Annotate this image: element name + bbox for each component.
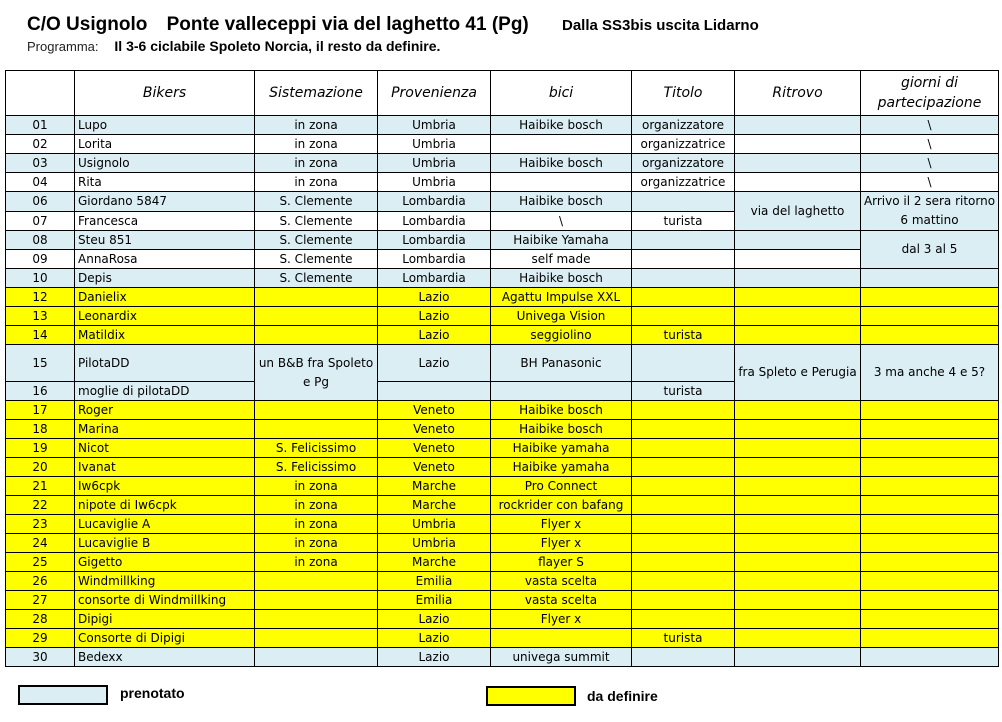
giorni-cell [861,307,999,326]
title-host: C/O Usignolo [27,14,148,35]
row-number: 13 [6,307,75,326]
biker-name: Giordano 5847 [75,192,255,212]
biker-name: nipote di Iw6cpk [75,496,255,515]
provenienza-cell: Emilia [378,591,491,610]
bici-cell: Haibike yamaha [491,458,632,477]
row-number: 10 [6,269,75,288]
bici-cell: vasta scelta [491,572,632,591]
giorni-cell: \ [861,154,999,173]
ritrovo-cell [735,420,861,439]
giorni-cell [861,458,999,477]
biker-name: Leonardix [75,307,255,326]
provenienza-cell: Lazio [378,326,491,345]
giorni-cell [861,572,999,591]
bici-cell: rockrider con bafang [491,496,632,515]
biker-name: Rita [75,173,255,192]
titolo-cell [632,250,735,269]
table-row [6,610,999,629]
sistemazione-cell: in zona [255,496,378,515]
sistemazione-cell: S. Clemente [255,231,378,250]
ritrovo-merged-cell: via del laghetto [735,192,861,231]
row-number: 06 [6,192,75,212]
bici-cell: \ [491,211,632,231]
provenienza-cell: Lazio [378,288,491,307]
bici-cell: Flyer x [491,610,632,629]
bici-cell [491,629,632,648]
col-header-ritrovo: Ritrovo [735,71,861,116]
row-number: 23 [6,515,75,534]
giorni-cell [861,629,999,648]
titolo-cell: turista [632,326,735,345]
ritrovo-cell [735,173,861,192]
sistemazione-cell: in zona [255,553,378,572]
bici-cell: Haibike bosch [491,154,632,173]
sistemazione-cell: in zona [255,515,378,534]
titolo-cell [632,610,735,629]
sistemazione-cell [255,610,378,629]
table-row [6,173,999,192]
biker-name: Danielix [75,288,255,307]
sistemazione-merged-cell: un B&B fra Spoleto e Pg [255,345,378,401]
biker-name: Marina [75,420,255,439]
provenienza-cell: Emilia [378,572,491,591]
biker-name: AnnaRosa [75,250,255,269]
giorni-cell [861,534,999,553]
giorni-cell [861,420,999,439]
bici-cell: Univega Vision [491,307,632,326]
biker-name: Consorte di Dipigi [75,629,255,648]
titolo-cell [632,439,735,458]
col-header-sistemazione: Sistemazione [255,71,378,116]
ritrovo-cell [735,439,861,458]
titolo-cell [632,648,735,667]
biker-name: Steu 851 [75,231,255,250]
col-header-provenienza: Provenienza [378,71,491,116]
sistemazione-cell: in zona [255,173,378,192]
biker-name: Francesca [75,211,255,231]
giorni-cell [861,269,999,288]
ritrovo-cell [735,572,861,591]
sistemazione-cell [255,591,378,610]
col-header-bikers: Bikers [75,71,255,116]
biker-name: Matildix [75,326,255,345]
biker-name: Roger [75,401,255,420]
bici-cell: Pro Connect [491,477,632,496]
ritrovo-cell [735,307,861,326]
row-number: 30 [6,648,75,667]
sistemazione-cell [255,648,378,667]
row-number: 16 [6,382,75,401]
row-number: 08 [6,231,75,250]
biker-name: consorte di Windmillking [75,591,255,610]
table-row [6,553,999,572]
titolo-cell [632,553,735,572]
titolo-cell [632,591,735,610]
bici-cell: Haibike bosch [491,420,632,439]
bikers-table [5,70,999,667]
row-number: 09 [6,250,75,269]
provenienza-cell: Lombardia [378,231,491,250]
provenienza-cell: Veneto [378,458,491,477]
sistemazione-cell [255,401,378,420]
provenienza-cell: Umbria [378,154,491,173]
legend-label-tbd: da definire [587,688,658,704]
ritrovo-cell [735,553,861,572]
provenienza-cell: Umbria [378,135,491,154]
sistemazione-cell: S. Felicissimo [255,439,378,458]
legend-swatch-booked [18,685,108,705]
table-row [6,135,999,154]
sistemazione-cell: in zona [255,135,378,154]
bici-cell: Flyer x [491,515,632,534]
giorni-cell: \ [861,116,999,135]
bici-cell [491,135,632,154]
row-number: 26 [6,572,75,591]
sistemazione-cell [255,572,378,591]
row-number: 12 [6,288,75,307]
giorni-merged-cell: Arrivo il 2 sera ritorno 6 mattino [861,192,999,231]
provenienza-cell: Lazio [378,629,491,648]
ritrovo-cell [735,250,861,269]
biker-name: Dipigi [75,610,255,629]
titolo-cell: turista [632,629,735,648]
giorni-cell [861,326,999,345]
bici-cell: Haibike yamaha [491,439,632,458]
table-row [6,154,999,173]
ritrovo-cell [735,515,861,534]
ritrovo-cell [735,401,861,420]
row-number: 01 [6,116,75,135]
bici-cell [491,173,632,192]
biker-name: Gigetto [75,553,255,572]
table-row [6,250,999,269]
row-number: 14 [6,326,75,345]
sistemazione-cell: S. Clemente [255,192,378,212]
ritrovo-cell [735,269,861,288]
row-number: 29 [6,629,75,648]
table-row [6,496,999,515]
biker-name: moglie di pilotaDD [75,382,255,401]
row-number: 04 [6,173,75,192]
ritrovo-merged-cell: fra Spleto e Perugia [735,345,861,401]
legend-label-booked: prenotato [120,685,185,701]
titolo-cell: organizzatore [632,154,735,173]
giorni-cell [861,401,999,420]
row-number: 22 [6,496,75,515]
page-title [27,14,759,36]
row-number: 21 [6,477,75,496]
provenienza-cell: Lombardia [378,269,491,288]
row-number: 18 [6,420,75,439]
bici-cell: Flyer x [491,534,632,553]
titolo-cell [632,515,735,534]
col-header-number [6,71,75,116]
bici-cell: Haibike bosch [491,269,632,288]
sistemazione-cell [255,326,378,345]
biker-name: Lorita [75,135,255,154]
titolo-cell [632,534,735,553]
row-number: 24 [6,534,75,553]
ritrovo-cell [735,534,861,553]
row-number: 20 [6,458,75,477]
col-header-giorni: giorni di partecipazione [861,71,999,116]
biker-name: PilotaDD [75,345,255,382]
provenienza-cell: Umbria [378,534,491,553]
header-row [6,71,999,116]
provenienza-cell: Lombardia [378,211,491,231]
titolo-cell [632,401,735,420]
giorni-cell [861,648,999,667]
giorni-merged-cell: 3 ma anche 4 e 5? [861,345,999,401]
ritrovo-cell [735,231,861,250]
titolo-cell: organizzatrice [632,173,735,192]
row-number: 28 [6,610,75,629]
bici-cell: Agattu Impulse XXL [491,288,632,307]
titolo-cell [632,345,735,382]
provenienza-cell: Lazio [378,648,491,667]
titolo-cell: organizzatore [632,116,735,135]
giorni-cell: \ [861,173,999,192]
titolo-cell [632,496,735,515]
ritrovo-cell [735,629,861,648]
table-row [6,572,999,591]
titolo-cell: turista [632,211,735,231]
titolo-cell [632,269,735,288]
provenienza-cell: Lombardia [378,192,491,212]
row-number: 02 [6,135,75,154]
table-row [6,192,999,212]
table-row [6,116,999,135]
sistemazione-cell [255,629,378,648]
row-number: 17 [6,401,75,420]
giorni-cell [861,553,999,572]
row-number: 03 [6,154,75,173]
row-number: 19 [6,439,75,458]
provenienza-cell: Umbria [378,515,491,534]
biker-name: Windmillking [75,572,255,591]
sistemazione-cell: S. Clemente [255,250,378,269]
provenienza-cell: Lazio [378,307,491,326]
ritrovo-cell [735,591,861,610]
row-number: 07 [6,211,75,231]
table-row [6,591,999,610]
row-number: 15 [6,345,75,382]
giorni-cell [861,591,999,610]
biker-name: Lupo [75,116,255,135]
giorni-cell: \ [861,135,999,154]
table-row [6,629,999,648]
table-row [6,515,999,534]
bici-cell [491,382,632,401]
bici-cell: vasta scelta [491,591,632,610]
title-directions: Dalla SS3bis uscita Lidarno [562,17,759,34]
giorni-cell [861,610,999,629]
sistemazione-cell [255,420,378,439]
table-row [6,288,999,307]
giorni-cell [861,496,999,515]
biker-name: Depis [75,269,255,288]
biker-name: Nicot [75,439,255,458]
col-header-bici: bici [491,71,632,116]
table-row [6,345,999,382]
ritrovo-cell [735,135,861,154]
biker-name: Bedexx [75,648,255,667]
provenienza-cell: Veneto [378,420,491,439]
titolo-cell [632,231,735,250]
provenienza-cell: Umbria [378,116,491,135]
bici-cell: Haibike bosch [491,401,632,420]
provenienza-cell: Marche [378,553,491,572]
titolo-cell: organizzatrice [632,135,735,154]
provenienza-cell: Lazio [378,610,491,629]
ritrovo-cell [735,116,861,135]
giorni-cell [861,439,999,458]
bici-cell: BH Panasonic [491,345,632,382]
bici-cell: univega summit [491,648,632,667]
ritrovo-cell [735,610,861,629]
giorni-cell [861,477,999,496]
table-row [6,458,999,477]
giorni-cell [861,288,999,307]
sistemazione-cell: in zona [255,154,378,173]
provenienza-cell: Veneto [378,401,491,420]
row-number: 25 [6,553,75,572]
biker-name: Ivanat [75,458,255,477]
titolo-cell [632,288,735,307]
table-row [6,420,999,439]
provenienza-cell: Lazio [378,345,491,382]
biker-name: Iw6cpk [75,477,255,496]
titolo-cell: turista [632,382,735,401]
provenienza-cell: Marche [378,477,491,496]
ritrovo-cell [735,496,861,515]
ritrovo-cell [735,326,861,345]
biker-name: Lucaviglie B [75,534,255,553]
titolo-cell [632,420,735,439]
sistemazione-cell: in zona [255,116,378,135]
provenienza-cell: Veneto [378,439,491,458]
sistemazione-cell: in zona [255,534,378,553]
table-row [6,269,999,288]
bici-cell: flayer S [491,553,632,572]
biker-name: Lucaviglie A [75,515,255,534]
sistemazione-cell [255,288,378,307]
provenienza-cell: Umbria [378,173,491,192]
giorni-merged-cell: dal 3 al 5 [861,231,999,269]
bici-cell: Haibike bosch [491,116,632,135]
provenienza-cell: Lombardia [378,250,491,269]
table-row [6,307,999,326]
biker-name: Usignolo [75,154,255,173]
titolo-cell [632,192,735,212]
titolo-cell [632,458,735,477]
sistemazione-cell: S. Clemente [255,211,378,231]
table-row [6,439,999,458]
ritrovo-cell [735,288,861,307]
table-row [6,231,999,250]
titolo-cell [632,477,735,496]
ritrovo-cell [735,648,861,667]
provenienza-cell [378,382,491,401]
sistemazione-cell: S. Felicissimo [255,458,378,477]
sistemazione-cell: in zona [255,477,378,496]
sistemazione-cell: S. Clemente [255,269,378,288]
table-row [6,326,999,345]
title-address: Ponte valleceppi via del laghetto 41 (Pg) [166,14,529,35]
program-line [27,38,440,54]
sistemazione-cell [255,307,378,326]
table-row [6,648,999,667]
bici-cell: self made [491,250,632,269]
bici-cell: seggiolino [491,326,632,345]
legend-swatch-tbd [486,686,576,706]
ritrovo-cell [735,458,861,477]
bici-cell: Haibike bosch [491,192,632,212]
titolo-cell [632,572,735,591]
giorni-cell [861,515,999,534]
titolo-cell [632,307,735,326]
program-text: Il 3-6 ciclabile Spoleto Norcia, il resto da definire. [114,38,441,54]
table-row [6,477,999,496]
table-row [6,534,999,553]
table-row [6,401,999,420]
ritrovo-cell [735,154,861,173]
row-number: 27 [6,591,75,610]
ritrovo-cell [735,477,861,496]
bici-cell: Haibike Yamaha [491,231,632,250]
provenienza-cell: Marche [378,496,491,515]
program-label: Programma: [27,39,99,54]
col-header-titolo: Titolo [632,71,735,116]
